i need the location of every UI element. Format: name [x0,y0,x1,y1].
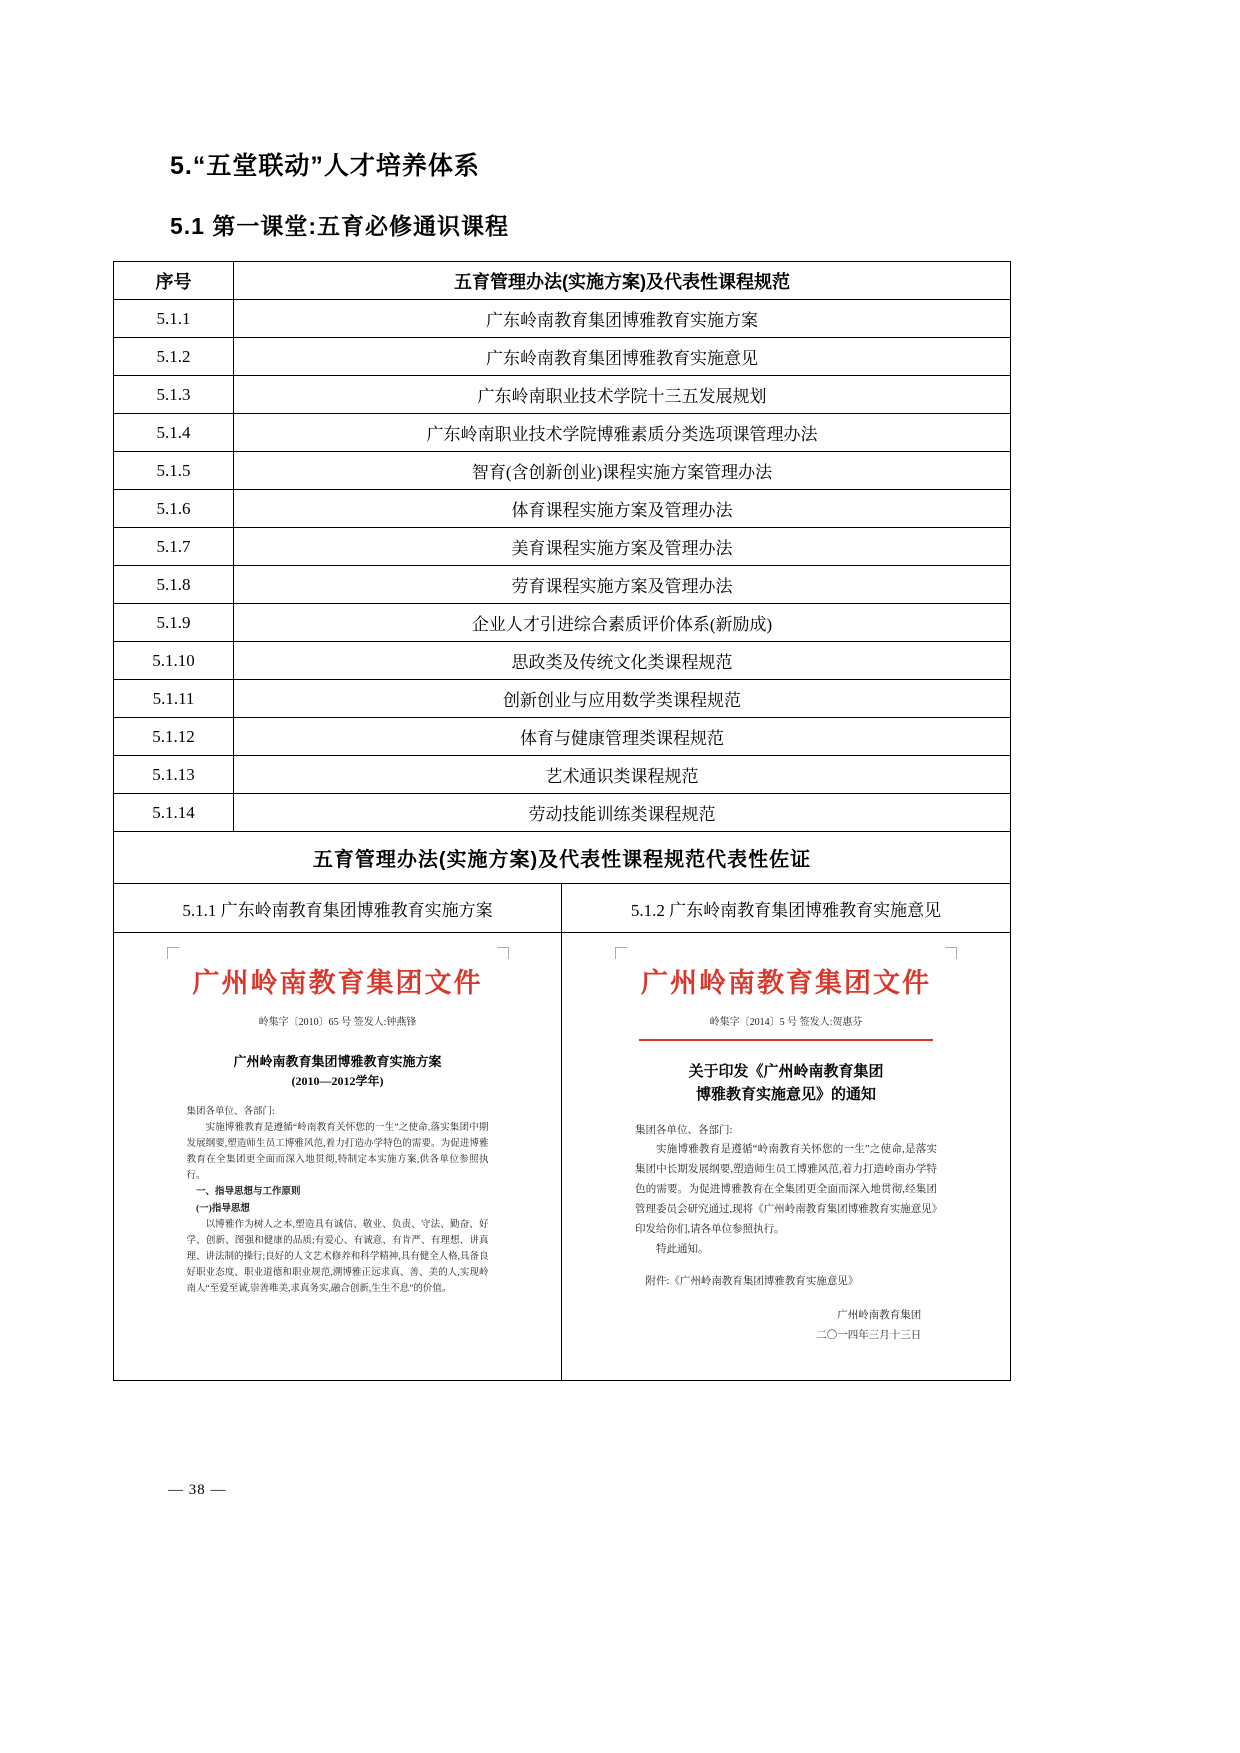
row-number: 5.1.5 [114,452,234,490]
doc-left-salutation: 集团各单位、各部门: [186,1106,275,1117]
row-number: 5.1.3 [114,376,234,414]
table-row [114,756,1011,794]
table-row [114,604,1011,642]
doc-right-salutation: 集团各单位、各部门: [635,1124,733,1136]
document-page [113,0,1010,1381]
section-heading: 5.“五堂联动”人才培养体系 [170,152,480,180]
col-header-no: 序号 [114,262,234,300]
doc-left-letterhead: 广州岭南教育集团文件 [192,968,483,998]
scanned-document-right [613,943,959,1373]
row-number: 5.1.1 [114,300,234,338]
doc-right-paragraph: 实施博雅教育是遵循“岭南教育关怀您的一生”之使命,是落实集团中长期发展纲要,塑造师生员工博雅风范,着力打造岭南办学特色的需要。为促进博雅教育在全集团更全面而深入地贯彻,经集团管理委员会研究通过,现将《广州岭南教育集团博雅教育实施意见》印发给你们,请各单位参照执行。 [635,1144,937,1236]
table-row [114,376,1011,414]
table-row [114,338,1011,376]
doc-left-body [187,1104,489,1298]
page-number: — 38 — [168,1482,227,1498]
table-row [114,718,1011,756]
doc-left-paragraph: 以博雅作为树人之本,塑造具有诚信、敬业、负责、守法、勤奋、好学、创新、图强和健康的品质;有爱心、有诚意、有肯严、有理想、讲真理、讲法制的操行;良好的人文艺术修养和科学精神,具有健全人格,具备良好职业态度、职业道德和职业规范,溯博雅正远求真、善、美的人,实现岭南人“至爱至诚,崇善唯美,求真务实,融合创新,生生不息”的价值。 [186,1219,489,1295]
row-title: 创新创业与应用数学类课程规范 [234,680,1011,718]
table-row [114,452,1011,490]
row-title: 广东岭南职业技术学院十三五发展规划 [234,376,1011,414]
evidence-documents-row [114,933,1011,1381]
row-title: 劳育课程实施方案及管理办法 [234,566,1011,604]
row-number: 5.1.11 [114,680,234,718]
doc-right-title-line2: 博雅教育实施意见》的通知 [695,1087,876,1104]
doc-right-title-line1: 关于印发《广州岭南教育集团 [688,1064,884,1080]
table-row [114,566,1011,604]
evidence-caption-left: 5.1.1 广东岭南教育集团博雅教育实施方案 [114,884,562,932]
row-title: 美育课程实施方案及管理办法 [234,528,1011,566]
subsection-heading: 5.1 第一课堂:五育必修通识课程 [170,213,510,239]
doc-right-signature-date: 二〇一四年三月十三日 [816,1329,922,1341]
doc-left-paragraph: 实施博雅教育是遵循“岭南教育关怀您的一生”之使命,落实集团中期发展纲要,塑造师生员工博雅风范,着力打造办学特色的需要。为促进博雅教育在全集团更全面而深入地贯彻,特制定本实施方案,供各单位参照执行。 [186,1122,489,1182]
row-title: 广东岭南教育集团博雅教育实施意见 [234,338,1011,376]
row-title: 智育(含创新创业)课程实施方案管理办法 [234,452,1011,490]
row-title: 劳动技能训练类课程规范 [234,794,1011,832]
row-number: 5.1.14 [114,794,234,832]
row-number: 5.1.13 [114,756,234,794]
doc-right-closing: 特此通知。 [656,1244,709,1256]
doc-left-section-subheading: (一)指导思想 [196,1203,250,1214]
table-row [114,528,1011,566]
evidence-documents-cell [114,933,1011,1381]
evidence-caption-cell [114,884,1011,933]
table-row [114,414,1011,452]
col-header-title: 五育管理办法(实施方案)及代表性课程规范 [234,262,1011,300]
row-number: 5.1.9 [114,604,234,642]
evidence-caption-right: 5.1.2 广东岭南教育集团博雅教育实施意见 [630,900,942,920]
table-row [114,490,1011,528]
row-number: 5.1.12 [114,718,234,756]
doc-right-letterhead: 广州岭南教育集团文件 [641,968,931,998]
row-number: 5.1.7 [114,528,234,566]
doc-right-body [635,1121,937,1346]
table-row [114,642,1011,680]
row-number: 5.1.10 [114,642,234,680]
row-title: 体育课程实施方案及管理办法 [234,490,1011,528]
scanned-document-left [165,943,511,1373]
table-header-row [114,262,1011,300]
evidence-document-right-container [562,933,1010,1380]
row-title: 企业人才引进综合素质评价体系(新励成) [234,604,1011,642]
doc-right-attachment: 附件:《广州岭南教育集团博雅教育实施意见》 [645,1276,859,1288]
row-title: 广东岭南职业技术学院博雅素质分类选项课管理办法 [234,414,1011,452]
doc-left-section-heading: 一、指导思想与工作原则 [196,1187,301,1198]
doc-right-red-rule [639,1039,933,1041]
row-title: 艺术通识类课程规范 [234,756,1011,794]
table-row [114,300,1011,338]
row-number: 5.1.2 [114,338,234,376]
row-number: 5.1.4 [114,414,234,452]
doc-right-signature-org: 广州岭南教育集团 [837,1310,922,1321]
evidence-caption-row [114,884,1011,933]
row-title: 思政类及传统文化类课程规范 [234,642,1011,680]
evidence-header-row [114,832,1011,884]
doc-left-subtitle: (2010—2012学年) [291,1074,384,1089]
evidence-document-left-container [114,933,562,1380]
table-row [114,680,1011,718]
row-number: 5.1.6 [114,490,234,528]
row-title: 广东岭南教育集团博雅教育实施方案 [234,300,1011,338]
row-number: 5.1.8 [114,566,234,604]
doc-right-ref-line: 岭集字〔2014〕5 号 签发人:贺惠芬 [709,1017,863,1028]
table-row [114,794,1011,832]
doc-left-ref-line: 岭集字〔2010〕65 号 签发人:钟燕锋 [258,1017,417,1028]
course-spec-table [113,261,1011,1381]
row-title: 体育与健康管理类课程规范 [234,718,1011,756]
evidence-section-header: 五育管理办法(实施方案)及代表性课程规范代表性佐证 [114,832,1011,884]
doc-left-title: 广州岭南教育集团博雅教育实施方案 [233,1054,442,1069]
